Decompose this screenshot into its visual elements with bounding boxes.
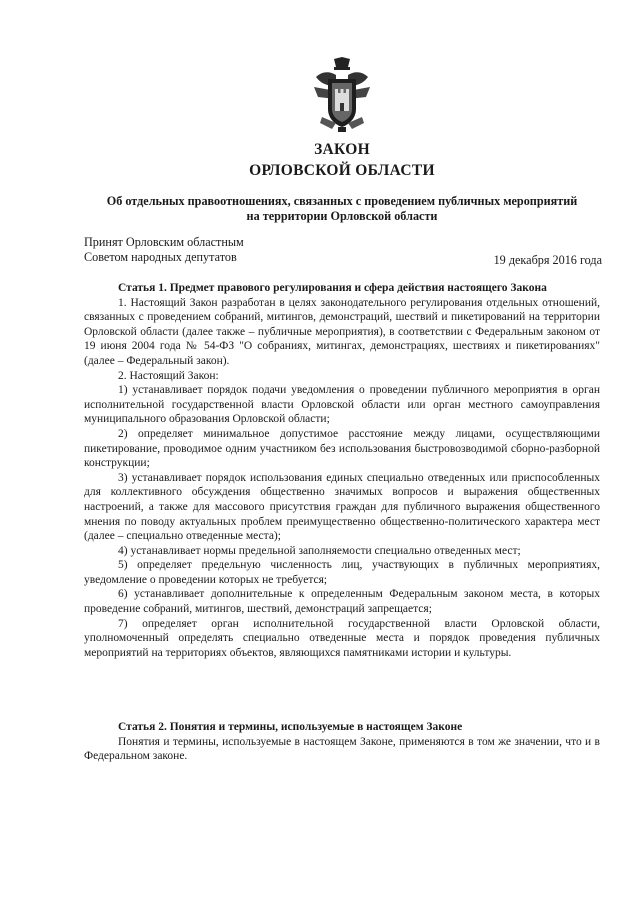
list-item: 5) определяет предельную численность лиц, участвующих в публичных мероприятиях, уведомление о проведении которых не требуется;	[84, 559, 600, 586]
list-item: 2) определяет минимальное допустимое расстояние между лицами, осуществляющими пикетирование, проводимое одним участником без использования быстровозводимой сборно-разборной конструкции;	[84, 427, 600, 470]
list-item: 3) устанавливает порядок использования единых специально отведенных или приспособленных для коллективного обсуждения общественно значимых вопросов и выражения общественных настроений, а также для массового присутствия граждан для публичного выражения общественного мнения по поводу актуальных проблем преимущественно общественно-политического характера мест (далее – специально отведенные места);	[84, 471, 600, 543]
list-item: 6) устанавливает дополнительные к определенным Федеральным законом места, в которых проведение собраний, митингов, шествий, демонстраций запрещается;	[84, 588, 600, 616]
law-subtitle	[84, 194, 600, 224]
article-heading: Статья 1. Предмет правового регулирования и сфера действия настоящего Закона	[118, 282, 547, 294]
list-item: 7) определяет орган исполнительной государственной власти Орловской области, уполномоченный определять специально отведенные места и порядок проведения публичных мероприятий на территориях объектов, являющихся памятниками истории и культуры.	[84, 617, 600, 659]
list-item: 4) устанавливает нормы предельной заполняемости специально отведенных мест;	[118, 544, 521, 557]
adoption-note	[84, 235, 244, 265]
list-item: 1) устанавливает порядок подачи уведомления о проведении публичного мероприятия в орган исполнительной государственной власти Орловской области или орган местного самоуправления муниципального образования Орловской области;	[84, 384, 600, 426]
subtitle-line: Об отдельных правоотношениях, связанных с проведением публичных мероприятий	[106, 194, 578, 208]
coat-of-arms-icon	[312, 57, 372, 133]
law-title: ЗАКОН	[314, 141, 370, 158]
article-heading: Статья 2. Понятия и термины, используемые в настоящем Законе	[118, 721, 463, 733]
paragraph: 1. Настоящий Закон разработан в целях законодательного регулирования отдельных отношений, связанных с проведением собраний, митингов, демонстраций, шествий и пикетирований на территории Орловской области (далее также – публичные мероприятия), в соответствии с Федеральным законом от 19 июня 2004 года № 54-ФЗ "О собраниях, митингах, демонстрациях, шествиях и пикетированиях" (далее – Федеральный закон).	[84, 296, 600, 367]
adoption-date: 19 декабря 2016 года	[493, 253, 602, 267]
article-2	[84, 720, 600, 764]
paragraph: Понятия и термины, используемые в настоящем Законе, применяются в том же значении, что и в Федеральном законе.	[84, 735, 600, 763]
subtitle-line: на территории Орловской области	[246, 209, 438, 223]
adoption-line: Принят Орловским областным	[84, 235, 244, 249]
region-title: ОРЛОВСКОЙ ОБЛАСТИ	[249, 162, 435, 179]
article-1	[84, 281, 600, 660]
paragraph: 2. Настоящий Закон:	[118, 369, 219, 382]
adoption-line: Советом народных депутатов	[84, 250, 237, 264]
